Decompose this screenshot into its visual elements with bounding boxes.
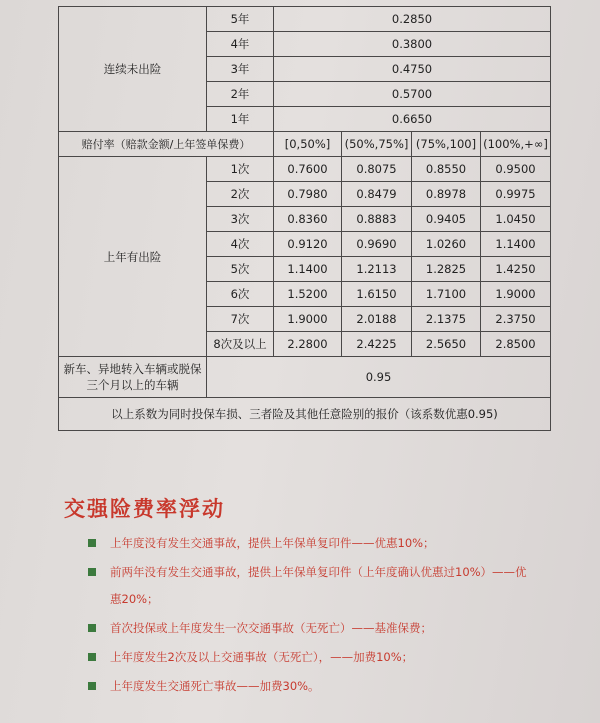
table-row <box>59 357 551 398</box>
no-claim-years: 5年 <box>207 7 274 32</box>
claim-value: 0.8550 <box>412 157 481 182</box>
list-item-text: 上年度没有发生交通事故，提供上年保单复印件——优惠10%； <box>110 536 435 550</box>
no-claim-years: 2年 <box>207 82 274 107</box>
claim-count: 3次 <box>207 207 274 232</box>
square-bullet-icon <box>88 624 96 632</box>
list-item-text: 上年度发生交通死亡事故——加费30%。 <box>110 679 320 693</box>
claim-value: 1.1400 <box>274 257 342 282</box>
rate-rules-list <box>88 530 568 700</box>
claim-value: 1.4250 <box>481 257 551 282</box>
claim-value: 1.9000 <box>274 307 342 332</box>
list-item-text: 首次投保或上年度发生一次交通事故（无死亡）——基准保费； <box>110 621 432 635</box>
claim-value: 2.1375 <box>412 307 481 332</box>
no-claim-label: 连续未出险 <box>59 7 207 132</box>
table-row <box>59 398 551 431</box>
square-bullet-icon <box>88 653 96 661</box>
list-item <box>88 644 568 671</box>
no-claim-years: 4年 <box>207 32 274 57</box>
claim-value: 0.8479 <box>342 182 412 207</box>
no-claim-value: 0.3800 <box>274 32 551 57</box>
claim-value: 0.8978 <box>412 182 481 207</box>
list-item <box>88 559 568 613</box>
claim-count: 2次 <box>207 182 274 207</box>
claim-value: 2.3750 <box>481 307 551 332</box>
claim-value: 0.7600 <box>274 157 342 182</box>
list-item <box>88 673 568 700</box>
claim-value: 0.7980 <box>274 182 342 207</box>
claim-label: 上年有出险 <box>59 157 207 357</box>
ratio-range: (100%,+∞] <box>481 132 551 157</box>
claim-count: 6次 <box>207 282 274 307</box>
claim-value: 1.0450 <box>481 207 551 232</box>
list-item <box>88 530 568 557</box>
ratio-range: (75%,100] <box>412 132 481 157</box>
no-claim-value: 0.2850 <box>274 7 551 32</box>
no-claim-value: 0.4750 <box>274 57 551 82</box>
claim-value: 1.0260 <box>412 232 481 257</box>
claim-count: 1次 <box>207 157 274 182</box>
ratio-header-label: 赔付率（赔款金额/上年签单保费） <box>59 132 274 157</box>
claim-value: 1.5200 <box>274 282 342 307</box>
no-claim-years: 3年 <box>207 57 274 82</box>
square-bullet-icon <box>88 568 96 576</box>
ratio-range: (50%,75%] <box>342 132 412 157</box>
list-item-text: 前两年没有发生交通事故，提供上年保单复印件（上年度确认优惠过10%）——优惠20%； <box>110 565 527 606</box>
claim-value: 0.9500 <box>481 157 551 182</box>
claim-count: 4次 <box>207 232 274 257</box>
claim-value: 0.8883 <box>342 207 412 232</box>
claim-value: 2.2800 <box>274 332 342 357</box>
claim-value: 2.8500 <box>481 332 551 357</box>
no-claim-value: 0.6650 <box>274 107 551 132</box>
list-item <box>88 615 568 642</box>
square-bullet-icon <box>88 539 96 547</box>
new-vehicle-label: 新车、异地转入车辆或脱保三个月以上的车辆 <box>59 357 207 398</box>
section-heading: 交强险费率浮动 <box>64 497 225 521</box>
table-header-row <box>59 132 551 157</box>
claim-count: 7次 <box>207 307 274 332</box>
claim-value: 1.7100 <box>412 282 481 307</box>
claim-value: 0.8360 <box>274 207 342 232</box>
claim-value: 2.5650 <box>412 332 481 357</box>
claim-value: 0.9975 <box>481 182 551 207</box>
rate-table <box>58 6 551 431</box>
claim-value: 1.6150 <box>342 282 412 307</box>
claim-value: 0.9405 <box>412 207 481 232</box>
claim-value: 1.2113 <box>342 257 412 282</box>
table-footnote: 以上系数为同时投保车损、三者险及其他任意险别的报价（该系数优惠0.95) <box>59 398 551 431</box>
claim-value: 0.9690 <box>342 232 412 257</box>
table-row <box>59 7 551 32</box>
no-claim-value: 0.5700 <box>274 82 551 107</box>
new-vehicle-value: 0.95 <box>207 357 551 398</box>
claim-value: 2.0188 <box>342 307 412 332</box>
claim-value: 1.2825 <box>412 257 481 282</box>
claim-value: 0.8075 <box>342 157 412 182</box>
table-row <box>59 157 551 182</box>
claim-value: 2.4225 <box>342 332 412 357</box>
ratio-range: [0,50%] <box>274 132 342 157</box>
claim-value: 1.9000 <box>481 282 551 307</box>
claim-value: 0.9120 <box>274 232 342 257</box>
list-item-text: 上年度发生2次及以上交通事故（无死亡），——加费10%； <box>110 650 414 664</box>
square-bullet-icon <box>88 682 96 690</box>
claim-value: 1.1400 <box>481 232 551 257</box>
no-claim-years: 1年 <box>207 107 274 132</box>
claim-count: 8次及以上 <box>207 332 274 357</box>
claim-count: 5次 <box>207 257 274 282</box>
